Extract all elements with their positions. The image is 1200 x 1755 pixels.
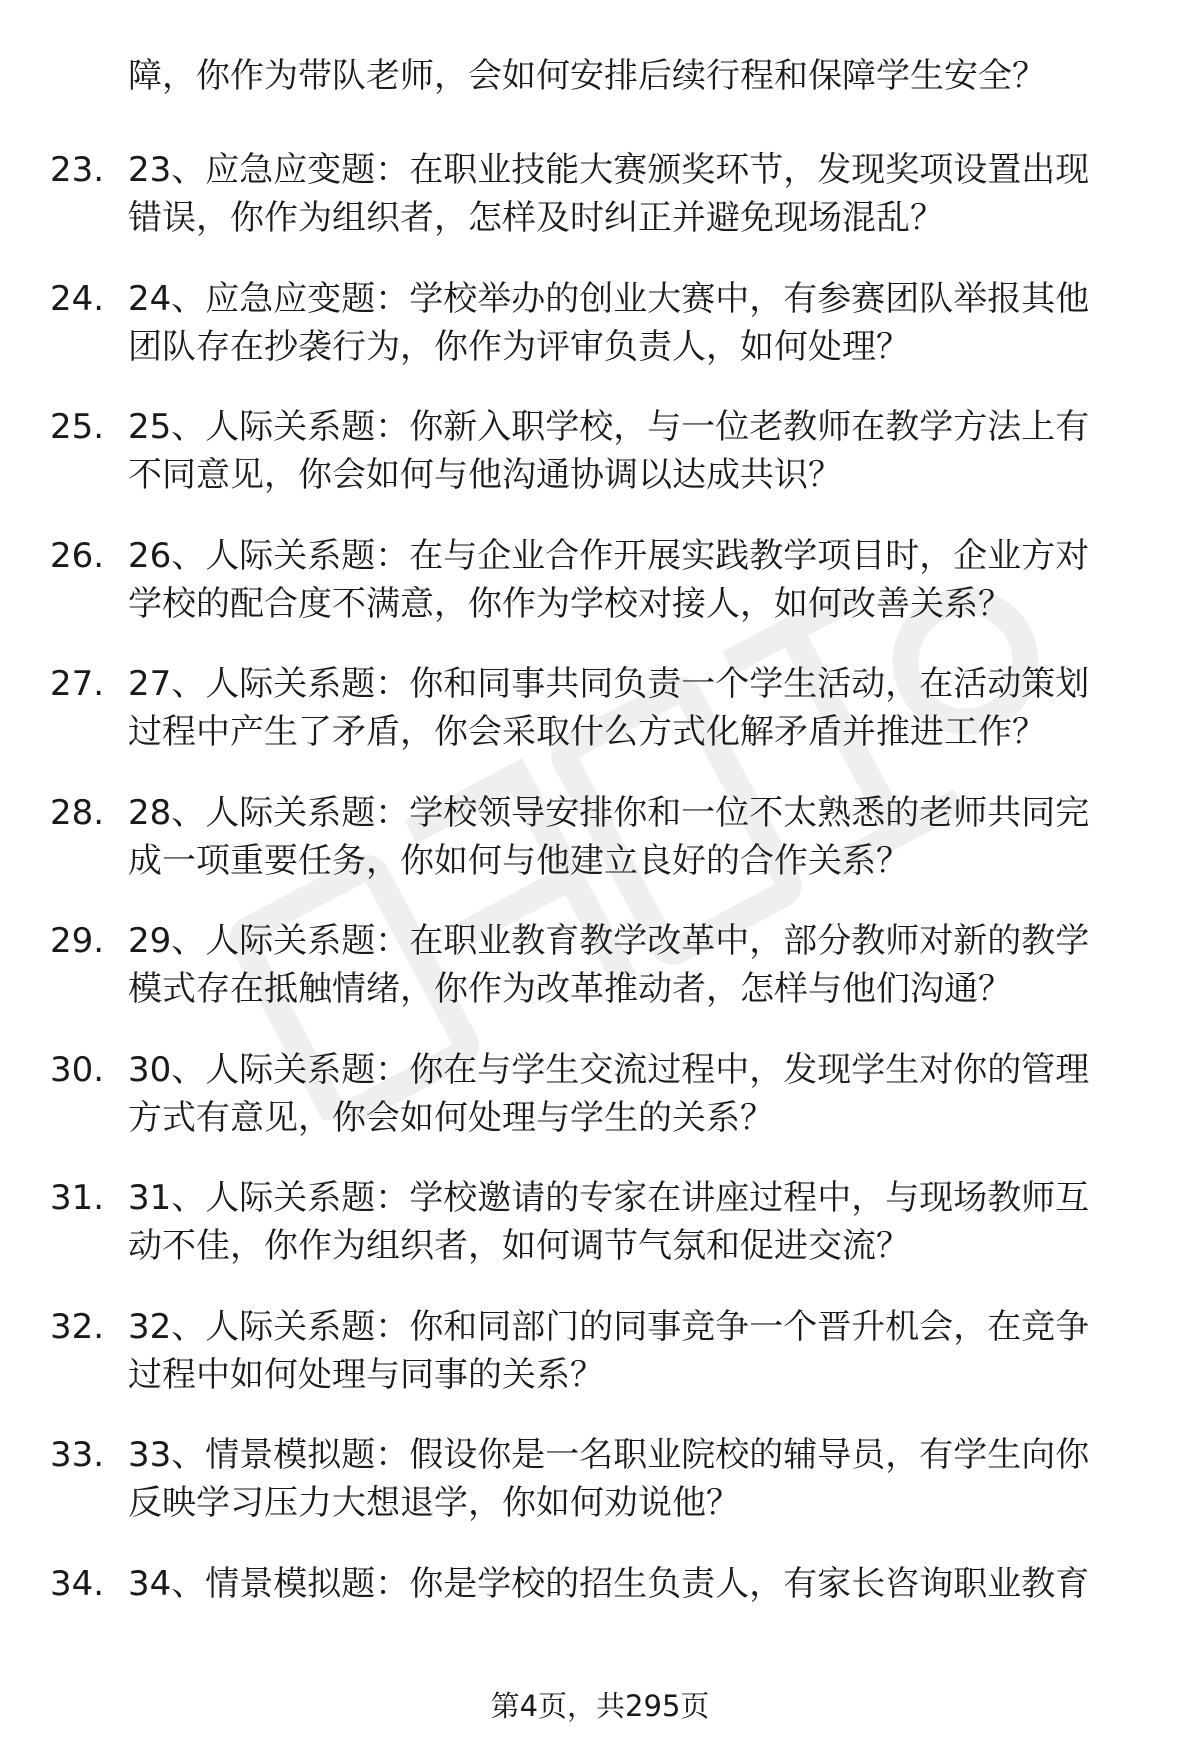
question-item bbox=[0, 1431, 1200, 1560]
question-line: 32、人际关系题：你和同部门的同事竞争一个晋升机会，在竞争 bbox=[128, 1306, 1090, 1347]
question-line: 34、情景模拟题：你是学校的招生负责人，有家长咨询职业教育 bbox=[128, 1563, 1090, 1604]
question-number: 34. bbox=[50, 1563, 105, 1604]
question-line: 学校的配合度不满意，你作为学校对接人，如何改善关系？ bbox=[128, 583, 1012, 624]
question-number: 29. bbox=[50, 921, 105, 961]
question-number: 28. bbox=[50, 792, 105, 833]
question-item bbox=[0, 1174, 1200, 1303]
question-line: 31、人际关系题：学校邀请的专家在讲座过程中，与现场教师互 bbox=[128, 1178, 1090, 1218]
question-line: 错误，你作为组织者，怎样及时纠正并避免现场混乱？ bbox=[128, 198, 944, 238]
question-line: 29、人际关系题：在职业教育教学改革中，部分教师对新的教学 bbox=[128, 921, 1090, 961]
question-item bbox=[0, 1303, 1200, 1432]
question-line: 23、应急应变题：在职业技能大赛颁奖环节，发现奖项设置出现 bbox=[128, 150, 1090, 190]
question-text bbox=[128, 1560, 1148, 1608]
question-text bbox=[128, 789, 1148, 885]
question-text bbox=[128, 532, 1148, 628]
question-text bbox=[128, 917, 1148, 1013]
question-item bbox=[0, 789, 1200, 918]
question-text bbox=[128, 275, 1148, 371]
question-number: 26. bbox=[50, 535, 105, 576]
question-line: 28、人际关系题：学校领导安排你和一位不太熟悉的老师共同完 bbox=[128, 792, 1090, 833]
question-text bbox=[128, 1046, 1148, 1142]
question-item bbox=[0, 275, 1200, 404]
question-item bbox=[0, 1046, 1200, 1175]
page-footer: 第4页，共295页 bbox=[490, 1689, 710, 1723]
continuation-text: 障，你作为带队老师，会如何安排后续行程和保障学生安全？ bbox=[128, 56, 1046, 96]
question-number: 25. bbox=[50, 407, 105, 447]
question-line: 33、情景模拟题：假设你是一名职业院校的辅导员，有学生向你 bbox=[128, 1435, 1090, 1475]
question-item bbox=[0, 1560, 1200, 1689]
question-line: 模式存在抵触情绪，你作为改革推动者，怎样与他们沟通？ bbox=[128, 969, 1012, 1009]
question-line: 方式有意见，你会如何处理与学生的关系？ bbox=[128, 1097, 774, 1138]
question-number: 32. bbox=[50, 1306, 105, 1347]
question-line: 过程中产生了矛盾，你会采取什么方式化解矛盾并推进工作？ bbox=[128, 712, 1046, 752]
question-text bbox=[128, 1431, 1148, 1527]
question-line: 动不佳，你作为组织者，如何调节气氛和促进交流？ bbox=[128, 1226, 910, 1266]
question-list bbox=[0, 146, 1200, 1688]
question-text bbox=[128, 1303, 1148, 1399]
question-number: 24. bbox=[50, 278, 105, 319]
question-text bbox=[128, 660, 1148, 756]
question-line: 24、应急应变题：学校举办的创业大赛中，有参赛团队举报其他 bbox=[128, 278, 1090, 319]
question-line: 30、人际关系题：你在与学生交流过程中，发现学生对你的管理 bbox=[128, 1049, 1090, 1090]
question-line: 不同意见，你会如何与他沟通协调以达成共识？ bbox=[128, 455, 842, 495]
question-item bbox=[0, 660, 1200, 789]
question-line: 反映学习压力大想退学，你如何劝说他？ bbox=[128, 1483, 740, 1523]
question-text bbox=[128, 146, 1148, 242]
question-line: 25、人际关系题：你新入职学校，与一位老教师在教学方法上有 bbox=[128, 407, 1090, 447]
question-number: 30. bbox=[50, 1049, 105, 1090]
question-number: 33. bbox=[50, 1435, 105, 1475]
question-line: 27、人际关系题：你和同事共同负责一个学生活动，在活动策划 bbox=[128, 664, 1090, 704]
question-item bbox=[0, 403, 1200, 532]
question-number: 23. bbox=[50, 150, 105, 190]
question-text bbox=[128, 403, 1148, 499]
question-line: 过程中如何处理与同事的关系？ bbox=[128, 1354, 604, 1395]
question-number: 31. bbox=[50, 1178, 105, 1218]
question-text bbox=[128, 1174, 1148, 1270]
question-item bbox=[0, 532, 1200, 661]
question-line: 26、人际关系题：在与企业合作开展实践教学项目时，企业方对 bbox=[128, 535, 1090, 576]
question-item bbox=[0, 917, 1200, 1046]
question-line: 团队存在抄袭行为，你作为评审负责人，如何处理？ bbox=[128, 326, 910, 367]
question-line: 成一项重要任务，你如何与他建立良好的合作关系？ bbox=[128, 840, 910, 881]
question-item bbox=[0, 146, 1200, 275]
question-number: 27. bbox=[50, 664, 105, 704]
